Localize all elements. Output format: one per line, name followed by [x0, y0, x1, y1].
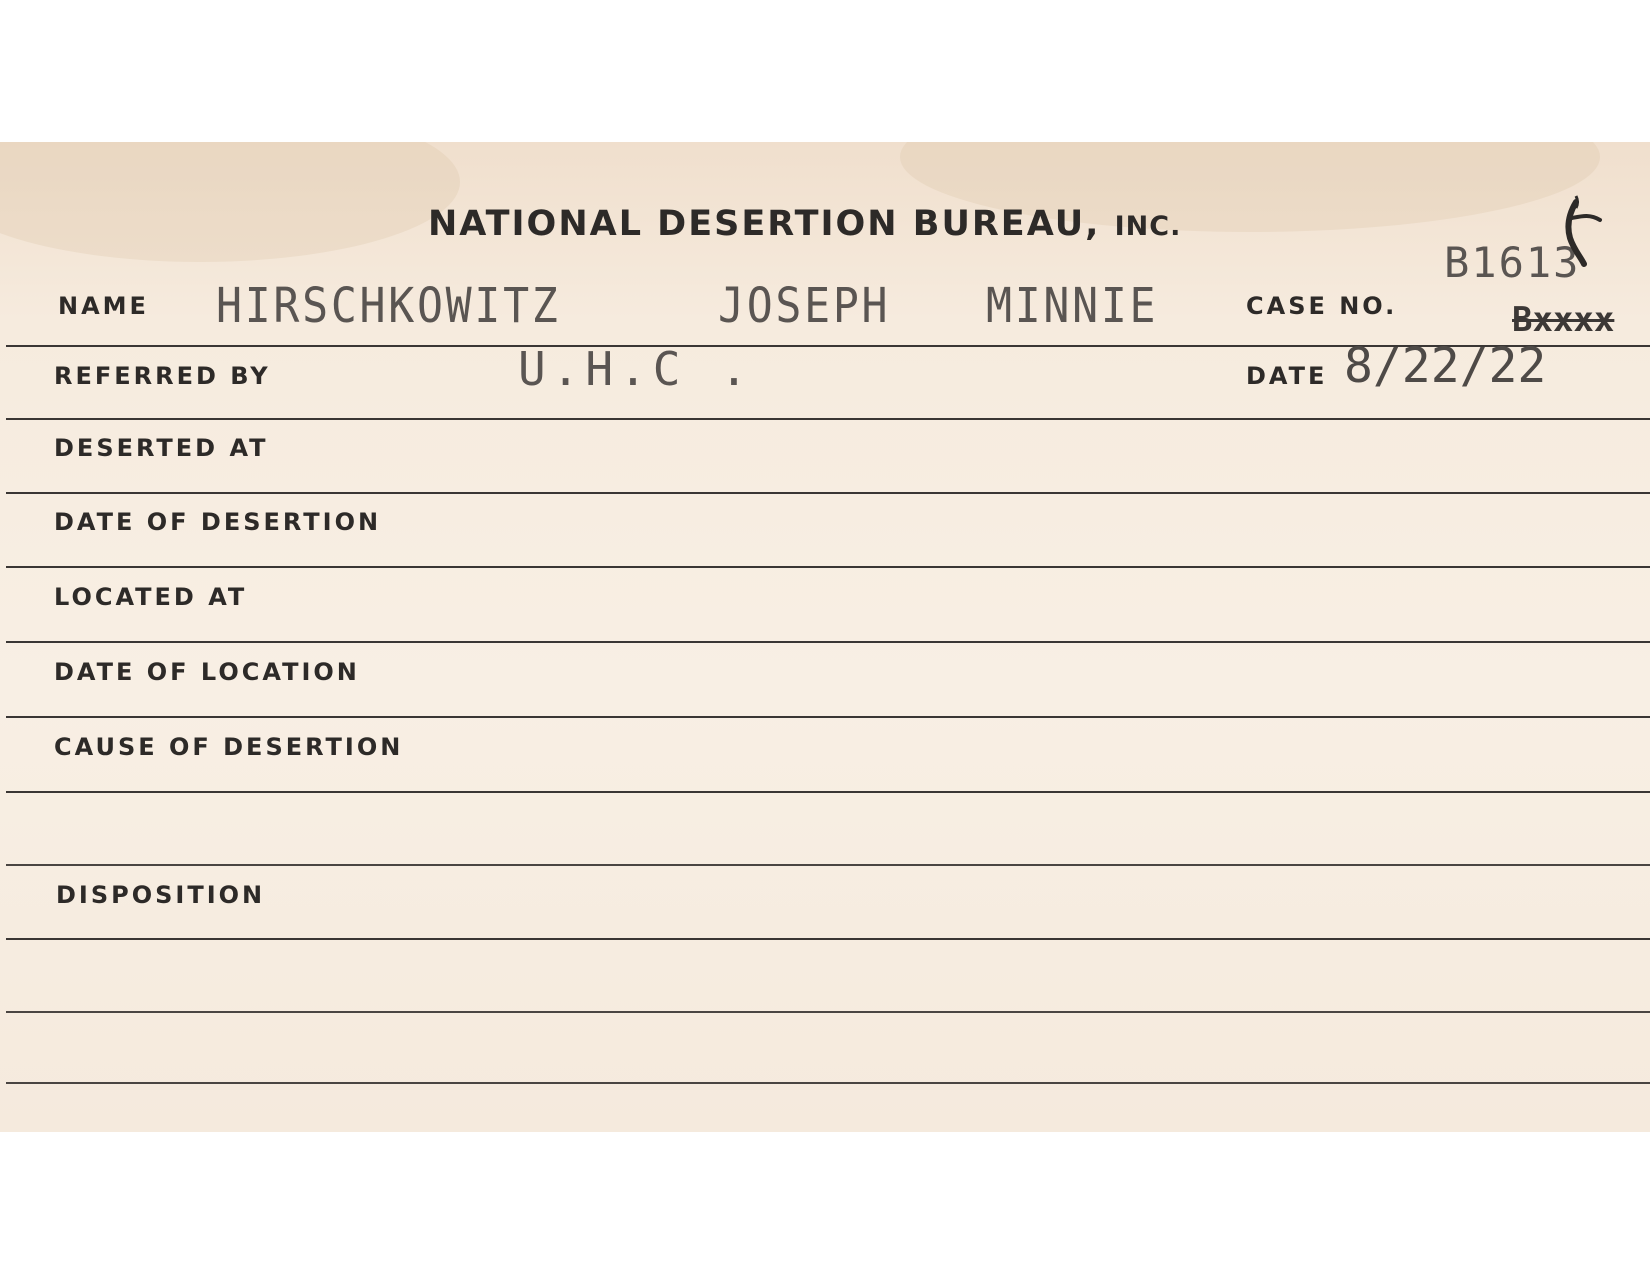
- referred-by-value: U.H.C .: [518, 342, 754, 396]
- referred-by-label: REFERRED BY: [54, 362, 271, 390]
- surname-value: HIRSCHKOWITZ: [216, 278, 561, 334]
- rule-located-at: [6, 641, 1650, 643]
- given-name-1-value: JOSEPH: [718, 278, 891, 334]
- case-no-label: CASE NO.: [1246, 292, 1398, 320]
- handwritten-mark-icon: [1556, 194, 1616, 274]
- rule-cause-continued: [6, 864, 1650, 866]
- date-value: 8/22/22: [1344, 338, 1547, 394]
- case-no-value: B1613: [1444, 238, 1581, 287]
- card-title: [428, 204, 1181, 244]
- date-of-desertion-label: DATE OF DESERTION: [54, 508, 382, 536]
- index-card: [0, 142, 1650, 1132]
- case-no-struck: Bxxxx: [1512, 300, 1615, 340]
- paper-stain: [0, 142, 460, 262]
- date-of-location-label: DATE OF LOCATION: [54, 658, 360, 686]
- disposition-label: DISPOSITION: [56, 881, 266, 909]
- rule-disposition: [6, 938, 1650, 940]
- rule-date-of-desertion: [6, 566, 1650, 568]
- cause-of-desertion-label: CAUSE OF DESERTION: [54, 733, 404, 761]
- located-at-label: LOCATED AT: [54, 583, 248, 611]
- given-name-2-value: MINNIE: [986, 278, 1159, 334]
- rule-cause-of-desertion: [6, 791, 1650, 793]
- title-suffix: INC.: [1114, 211, 1182, 242]
- name-label: NAME: [58, 292, 149, 320]
- rule-referred-by: [6, 418, 1650, 420]
- title-text: NATIONAL DESERTION BUREAU,: [428, 204, 1101, 244]
- rule-date-of-location: [6, 716, 1650, 718]
- rule-deserted-at: [6, 492, 1650, 494]
- rule-disposition-continued-2: [6, 1082, 1650, 1084]
- date-label: DATE: [1246, 362, 1328, 390]
- deserted-at-label: DESERTED AT: [54, 434, 269, 462]
- rule-disposition-continued-1: [6, 1011, 1650, 1013]
